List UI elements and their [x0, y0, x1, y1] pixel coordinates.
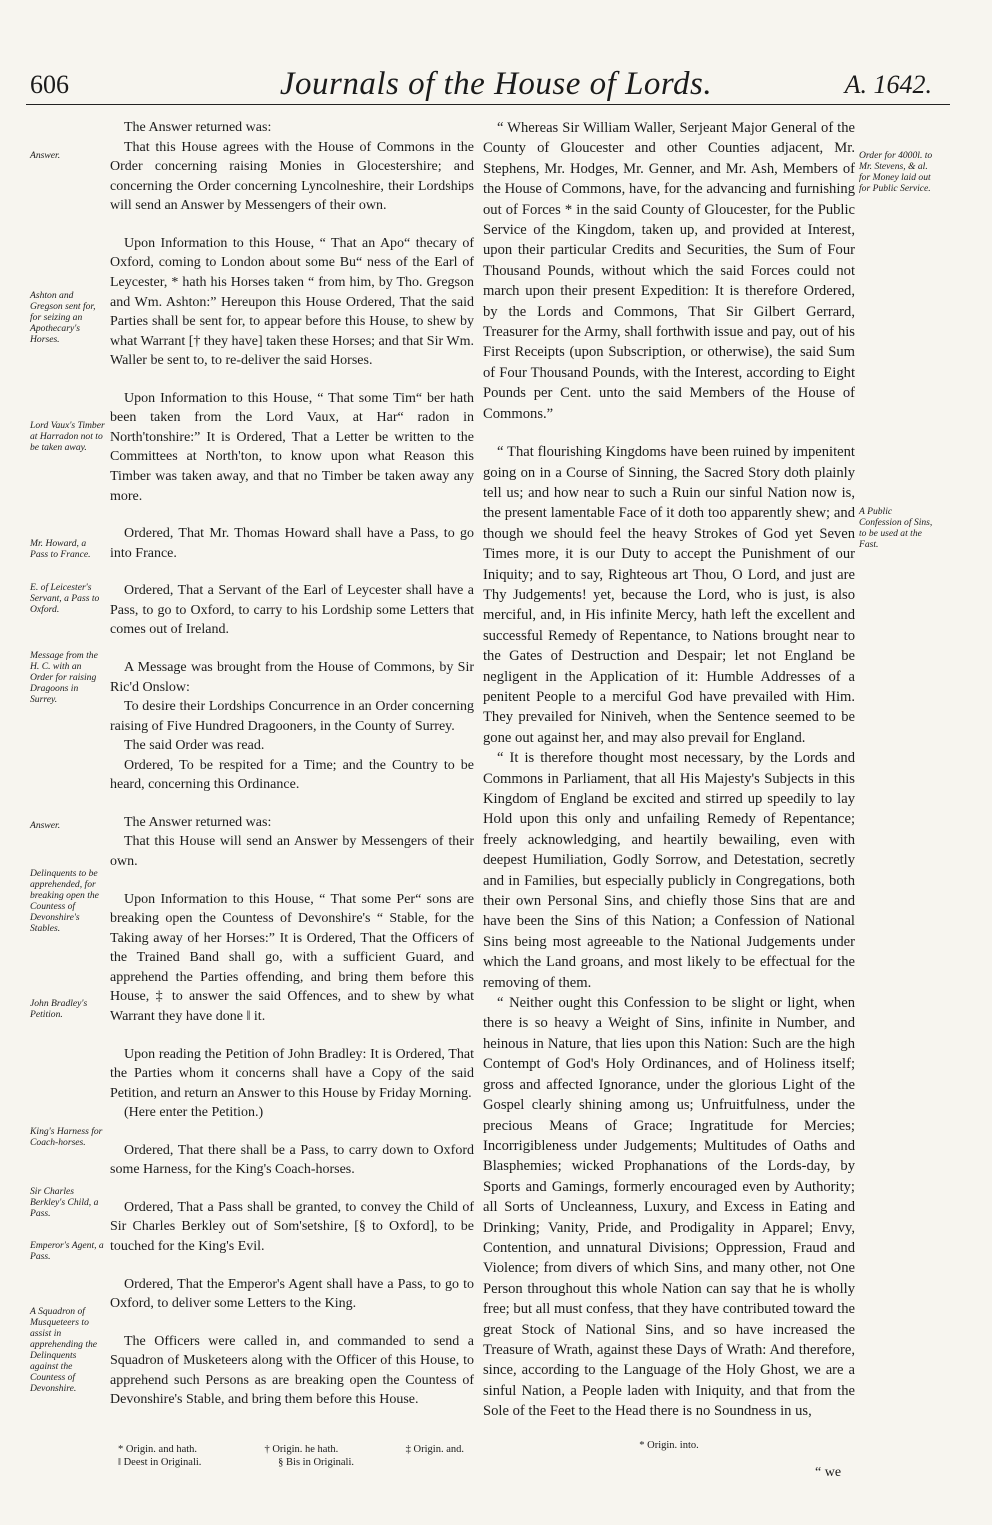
year-label: A. 1642. — [844, 70, 932, 99]
right-paragraph: “ Whereas Sir William Waller, Serjeant Major General of the County of Gloucester and other Counties adjacent, Mr. Stephens, Mr. Hodges, Mr. Genner, and Mr. Ash, Members of the House of Commons, have, for the advancing and furnishing out of Forces * in the said County of Gloucester, for the Public Service of the Kingdom, taken up, and provided at Interest, upon their particular Credits and Securities, the Sum of Four Thousand Pounds, without which the said Forces could not march upon their present Expedition: It is therefore Ordered, by the Lords and Commons, That Sir Gilbert Gerrard, Treasurer for the Army, shall forthwith issue and pay, out of his First Receipts (upon Subscription, or otherwise), the said Sum of Four Thousand Pounds, with the Interest, according to Eight Pounds per Cent. unto the said Members of the House of Commons.” — [483, 120, 855, 422]
left-paragraph: The Answer returned was: — [124, 814, 272, 830]
margin-note: Answer. — [30, 820, 61, 831]
margin-note: King's Harness for Coach-horses. — [30, 1126, 103, 1148]
margin-note: Ashton and Gregson sent for, for seizing an Apothecary's Horses. — [30, 290, 96, 345]
left-column — [110, 118, 474, 1410]
left-paragraph: Upon reading the Petition of John Bradley: It is Ordered, That the Parties whom it concerns shall have a Copy of the said Petition, and return an Answer to this House by Friday Morning. — [110, 1046, 474, 1101]
left-paragraph: That this House will send an Answer by Messengers of their own. — [110, 834, 474, 869]
margin-note: Mr. Howard, a Pass to France. — [30, 538, 91, 560]
page-number: 606 — [30, 70, 69, 99]
margin-note: E. of Leicester's Servant, a Pass to Oxford. — [30, 582, 100, 615]
left-paragraph: (Here enter the Petition.) — [124, 1105, 264, 1121]
left-paragraph: Ordered, That the Emperor's Agent shall have a Pass, to go to Oxford, to deliver some Letters to the King. — [110, 1276, 474, 1312]
margin-note: A Public Confession of Sins, to be used at the Fast. — [859, 506, 933, 550]
left-paragraph: Upon Information to this House, “ That an Apo“ thecary of Oxford, coming to London about some Bu“ ness of the Earl of Leycester, * hath his Horses taken “ from him, by Tho. Gregson and Wm. Ashton:” Hereupon this House Ordered, That the said Parties shall be sent for, to appear before this House, to shew by what Warrant [† they have] taken these Horses; and that Sir Wm. Waller be sent to, to re-deliver the said Horses. — [110, 235, 474, 369]
footnote: * Origin. and hath. — [118, 1444, 198, 1455]
left-paragraph: Upon Information to this House, “ That some Per“ sons are breaking open the Countess of Devonshire's “ Stable, for the Taking away of her Horses:” It is Ordered, That the Officers of the Trained Band shall go, with a sufficient Guard, and apprehend the Parties offending, and bring them before this House, ‡ to answer the said Offences, and to shew by what Warrant they have done ‖ it. — [110, 891, 474, 1024]
left-paragraph: Ordered, That Mr. Thomas Howard shall have a Pass, to go into France. — [110, 526, 474, 561]
footnote: ‡ Origin. and. — [405, 1444, 464, 1455]
left-paragraph: Ordered, That there shall be a Pass, to carry down to Oxford some Harness, for the King's Coach-horses. — [110, 1142, 474, 1178]
left-paragraph: A Message was brought from the House of Commons, by Sir Ric'd Onslow: — [110, 659, 474, 695]
left-paragraph: The Answer returned was: — [124, 120, 272, 135]
margin-note: Sir Charles Berkley's Child, a Pass. — [30, 1186, 99, 1219]
left-paragraph: The said Order was read. — [124, 738, 265, 754]
running-title: Journals of the House of Lords. — [279, 66, 713, 102]
left-paragraph: Ordered, That a Servant of the Earl of Leycester shall have a Pass, to go to Oxford, to carry to his Lordship some Letters that comes out of Ireland. — [110, 583, 474, 638]
margin-note: Order for 4000l. to Mr. Stevens, & al. for Money laid out for Public Service. — [859, 150, 933, 194]
catchword: “ we — [815, 1465, 842, 1480]
footnote: † Origin. he hath. — [264, 1444, 339, 1455]
right-paragraph: “ It is therefore thought most necessary, by the Lords and Commons in Parliament, that all His Majesty's Subjects in this Kingdom of England be excited and stirred up speedily to lay Hold upon this only and unfailing Remedy of Repentance; freely acknowledging, and heartily bewailing, even with deepest Humiliation, Godly Sorrow, and Detestation, secretly and in Families, but especially publicly in Congregations, both their own Personal Sins, and chiefly those Sins that are and have been the Sins of this Nation; a Confession of National Sins being most agreeable to the National Judgements under which the Land groans, and most likely to be effectual for the removing of them. — [483, 750, 855, 991]
left-paragraph: The Officers were called in, and commanded to send a Squadron of Musketeers along with the Officer of this House, to apprehend such Persons as are breaking open the Countess of Devonshire's Stable, and bring them before this House. — [110, 1333, 474, 1408]
right-footnote: * Origin. into. — [639, 1440, 699, 1451]
left-paragraph: To desire their Lordships Concurrence in an Order concerning raising of Five Hundred Dragooners, in the County of Surrey. — [110, 699, 474, 734]
left-paragraph: Ordered, To be respited for a Time; and the Country to be heard, concerning this Ordinance. — [110, 757, 474, 793]
margin-note: John Bradley's Petition. — [30, 998, 88, 1020]
left-paragraph: Ordered, That a Pass shall be granted, to convey the Child of Sir Charles Berkley out of Som'setshire, [§ to Oxford], to be touched for the King's Evil. — [110, 1199, 474, 1254]
footnotes — [110, 1443, 474, 1469]
margin-note: Lord Vaux's Timber at Harradon not to be taken away. — [30, 420, 105, 453]
margin-note: Delinquents to be apprehended, for breaking open the Countess of Devonshire's Stables. — [30, 868, 99, 934]
header-rule — [26, 104, 950, 105]
footnote: ‖ Deest in Originali. — [118, 1457, 202, 1468]
page-header — [0, 0, 992, 102]
margin-note: A Squadron of Musqueteers to assist in apprehending the Delinquents against the Countess of Devonshire. — [30, 1306, 98, 1394]
margin-note: Answer. — [30, 150, 61, 161]
left-paragraph: Upon Information to this House, “ That some Tim“ ber hath been taken from the Lord Vaux, at Har“ radon in North'tonshire:” It is Ordered, That a Letter be written to the Committees at North'ton, to know upon what Reason this Timber was taken away, and that no Timber be taken away any more. — [110, 390, 474, 504]
margin-note: Emperor's Agent, a Pass. — [30, 1240, 104, 1262]
right-column — [483, 118, 855, 1422]
right-paragraph: “ That flourishing Kingdoms have been ruined by impenitent going on in a Course of Sinning, the Sacred Story doth plainly tell us; and how near to such a Ruin our sinful Nation now is, the present lamentable Face of it doth too apparently shew; and though we should feel the heavy Strokes of God yet Seven Times more, it is our Duty to accept the Punishment of our Iniquity; and to say, Righteous art Thou, O Lord, and just are Thy Judgements! yet, because the Lord, who is just, is also merciful, and, in His infinite Mercy, hath left the excellent and successful Remedy of Repentance, to Nations brought near to the Gates of Destruction and Despair; let not England be negligent in the Application of it: Humble Addresses of a penitent People to a merciful God have prevailed with Him. They prevailed for Niniveh, when the Sentence seemed to be gone out against her, and may also prevail for England. — [483, 444, 855, 746]
left-paragraph: That this House agrees with the House of Commons in the Order concerning raising Monies in Glocestershire; and concerning the Order concerning Lyncolneshire, their Lordships will send an Answer by Messengers of their own. — [110, 139, 474, 214]
footnote: § Bis in Originali. — [278, 1457, 354, 1468]
right-paragraph: “ Neither ought this Confession to be slight or light, when there is so heavy a Weight of Sins, infinite in Number, and heinous in Nature, that lies upon this Nation: Such are the high Contempt of God's Holy Ordinances, and of Holiness itself; gross and affected Ignorance, under the glorious Light of the Gospel clearly shining among us; Unfruitfulness, under the precious Means of Grace; Ingratitude for Mercies; Incorrigibleness under Judgements; Multitudes of Oaths and Blasphemies; wicked Prophanations of the Lords-day, by Sports and Gamings, formerly encouraged even by Authority; all Sorts of Uncleanness, Luxury, and Excess in Eating and Drinking; Vanity, Pride, and Prodigality in Apparel; Envy, Contention, and unnatural Divisions; Oppression, Fraud and Violence; from divers of which Sins, and many other, not One Person throughout this whole Nation can say that he is wholly free; but all must confess, that they have contributed toward the great Stock of National Sins, and so have increased the Treasure of Wrath, against these Days of Wrath: And therefore, since, according to the Language of the Holy Ghost, we are a sinful Nation, a People laden with Iniquity, and that from the Sole of the Feet to the Head there is no Soundness in us, — [483, 995, 855, 1420]
margin-note: Message from the H. C. with an Order for raising Dragoons in Surrey. — [30, 650, 98, 705]
